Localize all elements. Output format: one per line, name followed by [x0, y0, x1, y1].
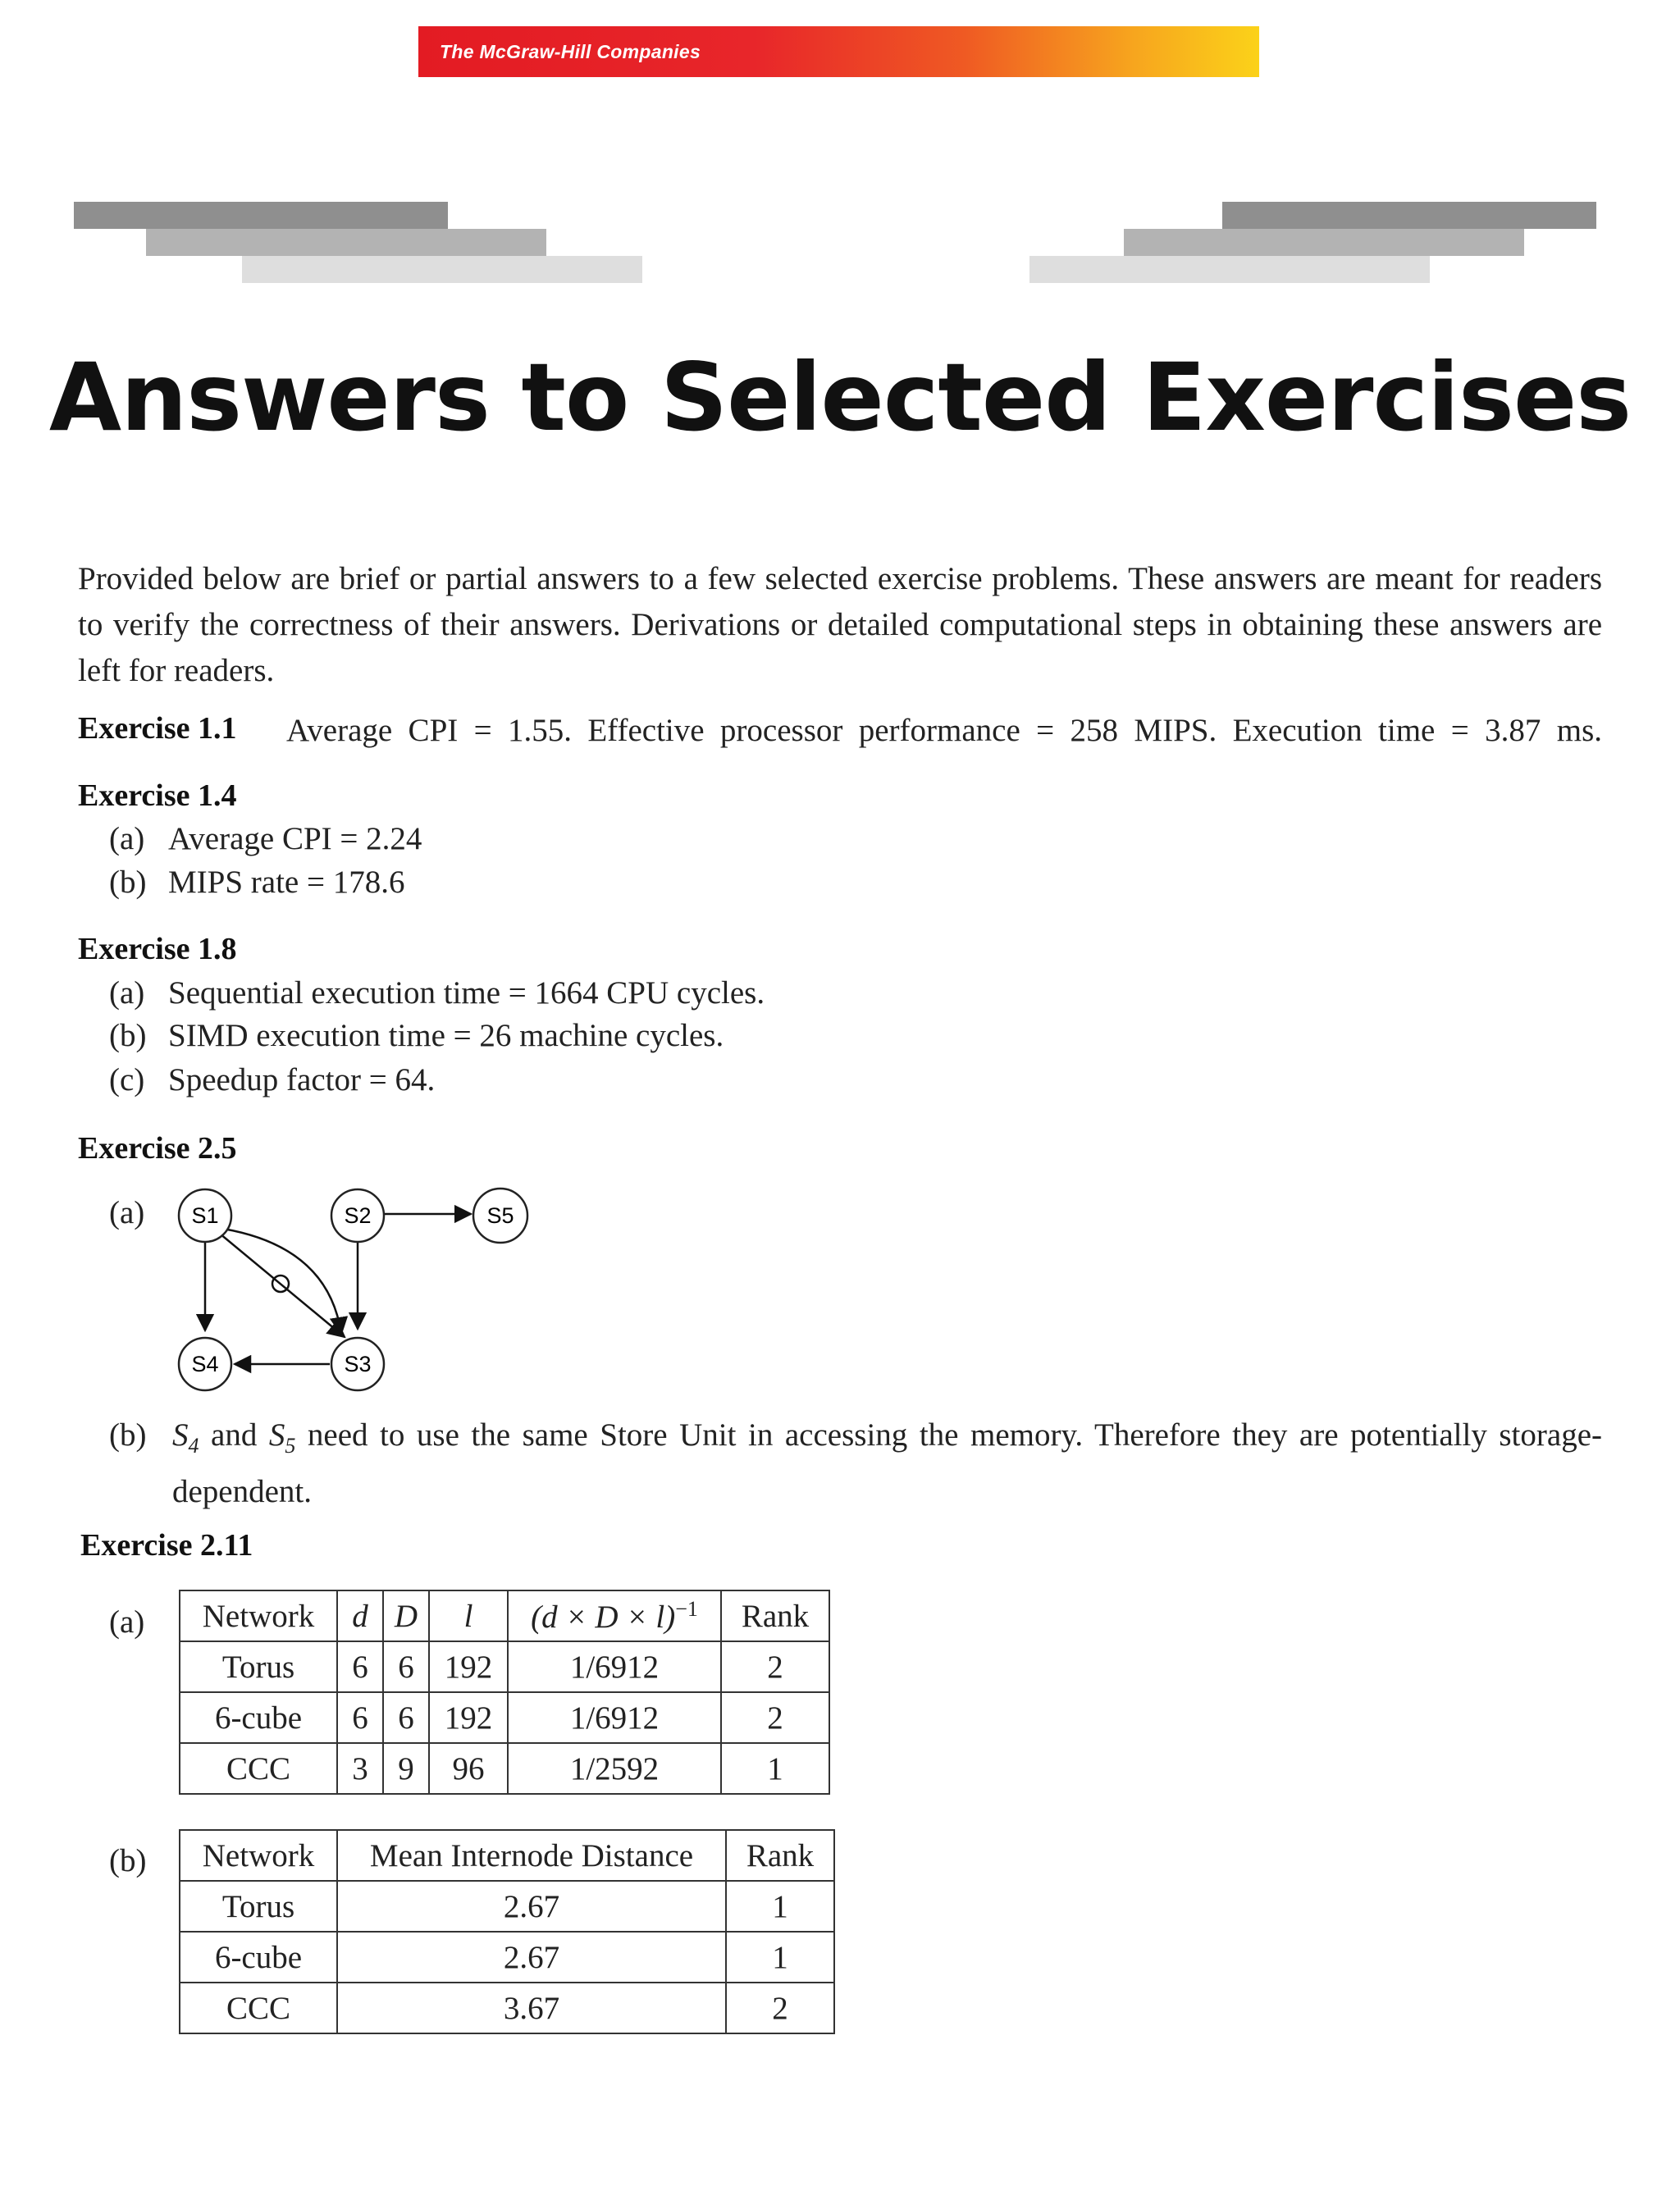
- internode-distance-table: [179, 1829, 835, 2034]
- svg-text:S3: S3: [344, 1352, 372, 1376]
- node-s5: [473, 1189, 527, 1243]
- exercise-1-8-item-c: [109, 1061, 435, 1098]
- exercise-1-1-answer: Average CPI = 1.55. Effective processor performance = 258 MIPS. Execution time = 3.87 ms.: [286, 713, 1602, 748]
- col-d-lower: d: [337, 1590, 383, 1641]
- col-d-upper: D: [383, 1590, 429, 1641]
- col-inverse-product: $(d \times D \times l)^{-1}$: [508, 1590, 721, 1641]
- table-row: 6-cube 6 6 192 1/6912 2: [180, 1692, 829, 1743]
- item-text: Average CPI = 2.24: [168, 821, 422, 856]
- exercise-1-4-item-b: [109, 864, 404, 901]
- exercise-2-11-label-a: (a): [109, 1604, 145, 1640]
- exercise-1-8-heading: Exercise 1.8: [78, 932, 237, 966]
- table-row: Torus 6 6 192 1/6912 2: [180, 1641, 829, 1692]
- exercise-2-5-label-a: (a): [109, 1195, 145, 1230]
- svg-text:S1: S1: [191, 1203, 219, 1228]
- node-s3: [331, 1338, 384, 1390]
- decor-bar-right-2: [1124, 229, 1524, 256]
- table-header-row: [180, 1590, 829, 1641]
- decor-bar-left-2: [146, 229, 546, 256]
- col-rank: Rank: [726, 1830, 834, 1881]
- item-label: (c): [109, 1062, 145, 1098]
- svg-text:S2: S2: [344, 1203, 372, 1228]
- decor-bar-right-1: [1222, 202, 1596, 229]
- decor-bar-left-3: [242, 256, 642, 283]
- exercise-1-8-item-b: [109, 1017, 724, 1054]
- dependence-graph: [156, 1181, 550, 1403]
- table-header-row: [180, 1830, 834, 1881]
- item-text: MIPS rate = 178.6: [168, 865, 405, 900]
- decor-bar-right-3: [1029, 256, 1430, 283]
- svg-text:S4: S4: [191, 1352, 219, 1376]
- network-metrics-table: [179, 1590, 830, 1795]
- col-rank: Rank: [721, 1590, 829, 1641]
- node-s2: [331, 1189, 384, 1242]
- exercise-2-11-label-b: (b): [109, 1843, 147, 1878]
- exercise-2-5-heading: Exercise 2.5: [78, 1131, 237, 1166]
- item-text: Sequential execution time = 1664 CPU cycles.: [168, 975, 765, 1011]
- col-network: Network: [180, 1830, 337, 1881]
- exercise-2-5-label-b: (b): [109, 1417, 147, 1453]
- table-row: 6-cube 2.67 1: [180, 1932, 834, 1983]
- exercise-1-4-item-a: [109, 820, 422, 857]
- exercise-1-4-heading: Exercise 1.4: [78, 778, 237, 813]
- publisher-name: The McGraw-Hill Companies: [440, 40, 701, 62]
- item-label: (a): [109, 821, 145, 856]
- exercise-2-11-heading: Exercise 2.11: [80, 1528, 253, 1563]
- item-label: (b): [109, 1018, 147, 1053]
- item-label: (b): [109, 865, 147, 900]
- exercise-2-5-answer-b: $S_4$ and $S_5$ need to use the same Store Unit in accessing the memory. Therefore they are potentially storage-dependent.: [172, 1417, 1602, 1509]
- col-network: Network: [180, 1590, 337, 1641]
- table-row: CCC 3.67 2: [180, 1983, 834, 2033]
- item-text: SIMD execution time = 26 machine cycles.: [168, 1018, 724, 1053]
- edge-s1-s3-curve: [223, 1229, 341, 1334]
- item-text: Speedup factor = 64.: [168, 1062, 436, 1098]
- table-row: Torus 2.67 1: [180, 1881, 834, 1932]
- exercise-1-8-item-a: [109, 974, 765, 1011]
- col-mean-internode-distance: Mean Internode Distance: [337, 1830, 726, 1881]
- page-title: Answers to Selected Exercises: [48, 343, 1632, 452]
- exercise-1-1-heading: Exercise 1.1: [78, 711, 237, 746]
- svg-text:S5: S5: [486, 1203, 514, 1228]
- table-row: CCC 3 9 96 1/2592 1: [180, 1743, 829, 1794]
- intro-paragraph: Provided below are brief or partial answers to a few selected exercise problems. These answers are meant for readers to verify the correctness of their answers. Derivations or detailed computational steps in obtaining these answers are left for readers.: [78, 561, 1602, 688]
- publisher-banner: [418, 26, 1259, 77]
- node-s4: [179, 1338, 231, 1390]
- col-l: l: [429, 1590, 508, 1641]
- node-s1: [179, 1189, 231, 1242]
- item-label: (a): [109, 975, 145, 1011]
- decor-bar-left-1: [74, 202, 448, 229]
